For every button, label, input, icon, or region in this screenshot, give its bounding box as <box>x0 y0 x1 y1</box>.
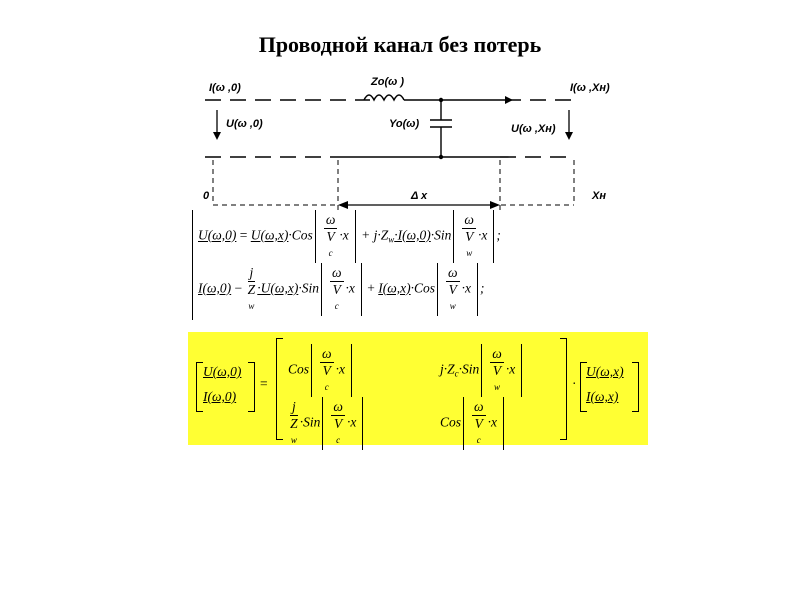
eq2-frac1-num: ω <box>331 265 342 280</box>
label-current-start: I(ω ,0) <box>209 82 241 94</box>
eq1-x2: ·x <box>477 227 488 243</box>
eq2-frac2-den: V <box>448 282 457 297</box>
a12-x: ·x <box>505 361 516 377</box>
eq2-x2: ·x <box>461 280 471 296</box>
label-voltage-start: U(ω ,0) <box>226 118 263 130</box>
eq1-frac2-num: ω <box>464 212 474 227</box>
rhs-bracket-right <box>632 362 639 412</box>
eq1-lhs: U(ω,0) <box>198 227 237 243</box>
a11-x: ·x <box>335 361 345 377</box>
eq1-frac1-sub: c <box>328 248 333 258</box>
a11-sub: c <box>324 382 329 392</box>
a21-fraction-jz <box>290 399 298 448</box>
a12-num: ω <box>492 346 502 361</box>
eq2-voltage: ·U(ω,x) <box>257 280 299 296</box>
lhs-bracket-left <box>196 362 203 412</box>
a21-sub: w <box>290 435 297 445</box>
eq1-frac1-num: ω <box>325 212 336 227</box>
eq2-current: I(ω,x) <box>378 280 411 296</box>
eq1-end: ; <box>496 227 501 243</box>
dx-arrow-right <box>490 201 500 209</box>
label-impedance: Zo(ω ) <box>371 76 404 88</box>
matrix-a11 <box>288 344 354 397</box>
a22-sub: c <box>476 435 481 445</box>
label-admittance: Yo(ω) <box>389 118 420 130</box>
matrix-equals: = <box>260 376 268 391</box>
a22-bracket <box>463 397 504 450</box>
a22-x: ·x <box>487 414 497 430</box>
eq1-current: ·I(ω,0) <box>394 227 431 243</box>
eq1-sin: ·Sin <box>430 227 452 243</box>
eq2-sin: ·Sin <box>298 280 319 296</box>
eq2-lhs: I(ω,0) <box>198 280 232 296</box>
a12-pre: j·Z <box>440 361 455 377</box>
eq2-x1: ·x <box>345 280 355 296</box>
a21-fraction <box>331 399 345 448</box>
a11-fn: Cos <box>288 361 310 377</box>
eq2-frac-zsub: w <box>248 301 255 311</box>
a12-den: V <box>492 363 502 378</box>
a21-fn: ·Sin <box>299 414 321 430</box>
equation-1 <box>198 210 501 263</box>
eq2-fraction-1 <box>330 265 344 314</box>
matrix-a22 <box>440 397 506 450</box>
a22-num: ω <box>474 399 484 414</box>
rhs-top: U(ω,x) <box>586 364 624 379</box>
a21-fnum: ω <box>333 399 343 414</box>
eq2-cos: ·Cos <box>410 280 436 296</box>
a22-fn: Cos <box>440 414 462 430</box>
voltage-arrowhead-start <box>213 132 221 140</box>
eq2-frac2-sub: w <box>449 301 456 311</box>
eq2-frac-z: Z <box>247 282 256 297</box>
label-voltage-end: U(ω ,Xн) <box>511 123 556 135</box>
eq1-bracket-2 <box>453 210 494 263</box>
eq1-x1: ·x <box>339 227 349 243</box>
matrix-bracket-right <box>560 338 567 440</box>
eq2-fraction-2 <box>446 265 460 314</box>
eq2-frac1-den: V <box>332 282 341 297</box>
transmission-line-diagram <box>0 0 800 215</box>
eq2-minus: − <box>231 280 246 296</box>
eq2-frac-j: j <box>249 265 254 280</box>
eq1-cos: ·Cos <box>288 227 313 243</box>
eq1-z-sub: w <box>388 234 395 245</box>
matrix-bracket-left <box>276 338 283 440</box>
a11-fraction <box>320 346 334 395</box>
a21-x: ·x <box>346 414 357 430</box>
a11-num: ω <box>322 346 332 361</box>
a12-dsub: w <box>494 382 501 392</box>
a21-den: Z <box>290 416 298 431</box>
voltage-arrowhead-end <box>565 132 573 140</box>
eq1-bracket-1 <box>315 210 356 263</box>
label-xn: Xн <box>592 190 606 202</box>
eq2-bracket-2 <box>437 263 478 316</box>
eq1-plus: + j·Z <box>357 227 389 243</box>
eq2-frac2-num: ω <box>448 265 458 280</box>
matrix-a12 <box>440 344 524 397</box>
matrix-a21 <box>288 397 365 450</box>
eq2-fraction-jz <box>248 265 256 314</box>
a12-sub: c <box>454 368 459 379</box>
current-arrow-end <box>505 96 513 104</box>
eq1-equals: = <box>236 227 251 243</box>
eq2-frac1-sub: c <box>334 301 339 311</box>
eq2-plus: + <box>363 280 379 296</box>
label-zero: 0 <box>203 190 210 202</box>
a21-fsub: c <box>336 435 341 445</box>
a12-bracket <box>481 344 522 397</box>
a12-fn: ·Sin <box>458 361 480 377</box>
eq2-end: ; <box>479 280 485 296</box>
a22-fraction <box>472 399 486 448</box>
a21-bracket <box>322 397 363 450</box>
eq1-frac1-den: V <box>326 229 335 244</box>
eq1-frac2-sub: w <box>466 248 473 258</box>
lhs-bottom: I(ω,0) <box>203 389 237 404</box>
eq1-fraction-1 <box>324 212 338 261</box>
eq1-term1: U(ω,x) <box>250 227 289 243</box>
a21-num: j <box>292 399 296 414</box>
dx-arrow-left <box>338 201 348 209</box>
a22-den: V <box>474 416 483 431</box>
a12-fraction <box>490 346 504 395</box>
eq1-frac2-den: V <box>465 229 474 244</box>
eq1-fraction-2 <box>462 212 476 261</box>
a11-den: V <box>322 363 331 378</box>
a11-bracket <box>311 344 352 397</box>
matrix-dot: · <box>572 376 577 391</box>
label-dx: Δ x <box>411 190 428 202</box>
eq2-bracket-1 <box>321 263 362 316</box>
lhs-bracket-right <box>248 362 255 412</box>
rhs-bottom: I(ω,x) <box>586 389 619 404</box>
matrix-highlight-box <box>188 332 648 445</box>
page-title: Проводной канал без потерь <box>258 32 542 57</box>
label-current-end: I(ω ,Xн) <box>570 82 610 94</box>
lhs-top: U(ω,0) <box>203 364 242 379</box>
a21-fden: V <box>334 416 343 431</box>
equation-2 <box>198 263 484 316</box>
